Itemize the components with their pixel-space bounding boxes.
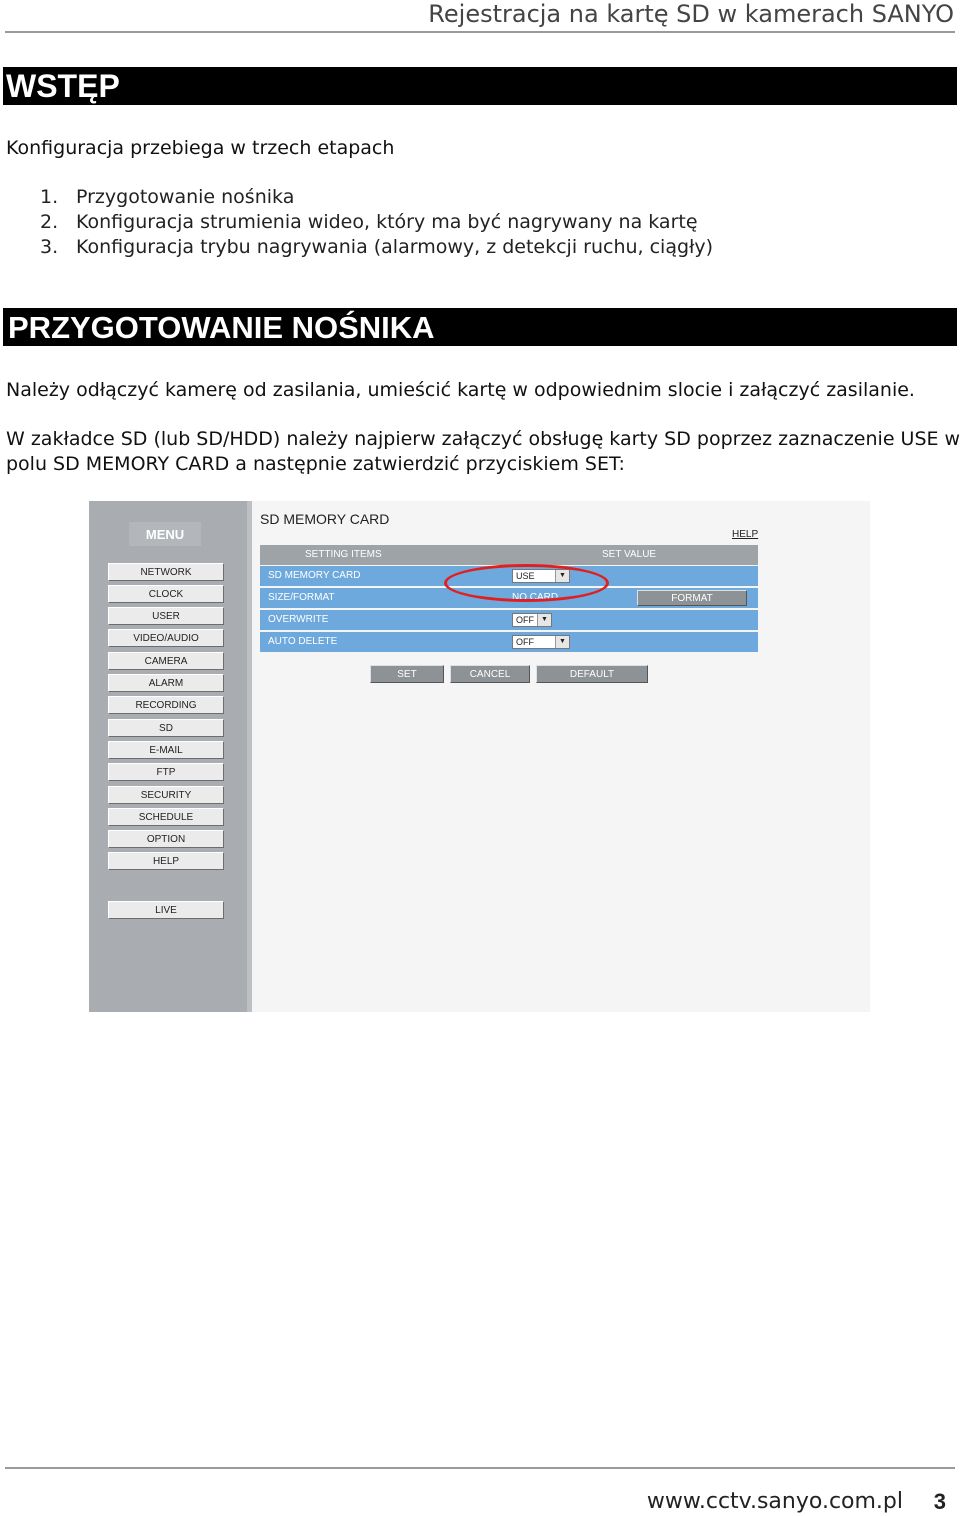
section-heading-intro: WSTĘP bbox=[3, 67, 957, 105]
list-item-text: Konfiguracja trybu nagrywania (alarmowy, z detekcji ruchu, ciągły) bbox=[76, 236, 714, 258]
live-button[interactable]: LIVE bbox=[108, 901, 224, 919]
help-link[interactable]: HELP bbox=[732, 529, 759, 540]
set-button[interactable]: SET bbox=[370, 665, 444, 683]
dropdown-arrow-icon: ▼ bbox=[555, 570, 569, 582]
page-number: 3 bbox=[933, 1489, 946, 1514]
dropdown-arrow-icon: ▼ bbox=[555, 636, 569, 648]
list-item-number: 2. bbox=[40, 211, 59, 233]
instruction-line-1: W zakładce SD (lub SD/HDD) należy najpierw załączyć obsługę karty SD poprzez zaznaczenie USE w bbox=[6, 428, 960, 450]
select-value: OFF bbox=[516, 615, 534, 625]
menu-item-alarm[interactable]: ALARM bbox=[108, 674, 224, 692]
table-row bbox=[260, 632, 758, 652]
overwrite-select[interactable] bbox=[512, 613, 552, 627]
select-value: OFF bbox=[516, 637, 534, 647]
setting-label: OVERWRITE bbox=[268, 614, 329, 625]
steps-list bbox=[40, 185, 713, 260]
column-header-items: SETTING ITEMS bbox=[305, 549, 382, 560]
header-divider bbox=[5, 31, 955, 33]
section-heading-media: PRZYGOTOWANIE NOŚNIKA bbox=[3, 308, 957, 346]
menu-item-network[interactable]: NETWORK bbox=[108, 563, 224, 581]
list-item bbox=[40, 210, 713, 235]
menu-item-video-audio[interactable]: VIDEO/AUDIO bbox=[108, 629, 224, 647]
menu-item-security[interactable]: SECURITY bbox=[108, 786, 224, 804]
intro-paragraph: Konfiguracja przebiega w trzech etapach bbox=[6, 137, 395, 159]
setting-label: AUTO DELETE bbox=[268, 636, 338, 647]
menu-item-schedule[interactable]: SCHEDULE bbox=[108, 808, 224, 826]
menu-item-email[interactable]: E-MAIL bbox=[108, 741, 224, 759]
list-item-number: 1. bbox=[40, 186, 59, 208]
default-button[interactable]: DEFAULT bbox=[536, 665, 648, 683]
menu-item-option[interactable]: OPTION bbox=[108, 830, 224, 848]
menu-item-user[interactable]: USER bbox=[108, 607, 224, 625]
list-item-text: Konfiguracja strumienia wideo, który ma być nagrywany na kartę bbox=[76, 211, 698, 233]
list-item bbox=[40, 185, 713, 210]
menu-item-ftp[interactable]: FTP bbox=[108, 763, 224, 781]
format-button[interactable]: FORMAT bbox=[637, 590, 747, 606]
camera-ui-screenshot bbox=[89, 501, 870, 1012]
settings-page-title: SD MEMORY CARD bbox=[260, 511, 390, 527]
media-paragraph: Należy odłączyć kamerę od zasilania, umieścić kartę w odpowiednim slocie i załączyć zasilanie. bbox=[6, 379, 915, 401]
auto-delete-select[interactable] bbox=[512, 635, 570, 649]
highlight-ellipse bbox=[444, 564, 609, 602]
setting-label: SD MEMORY CARD bbox=[268, 570, 361, 581]
menu-item-help[interactable]: HELP bbox=[108, 852, 224, 870]
footer-divider bbox=[5, 1467, 955, 1469]
list-item-text: Przygotowanie nośnika bbox=[76, 186, 295, 208]
card-status: NO CARD bbox=[512, 592, 559, 603]
menu-item-sd[interactable]: SD bbox=[108, 719, 224, 737]
settings-table-header bbox=[260, 545, 758, 565]
dropdown-arrow-icon: ▼ bbox=[537, 614, 551, 626]
list-item-number: 3. bbox=[40, 236, 59, 258]
sidebar-separator bbox=[247, 501, 252, 1012]
list-item bbox=[40, 235, 713, 260]
menu-item-clock[interactable]: CLOCK bbox=[108, 585, 224, 603]
cancel-button[interactable]: CANCEL bbox=[450, 665, 530, 683]
menu-title: MENU bbox=[129, 522, 201, 546]
table-row bbox=[260, 610, 758, 630]
setting-label: SIZE/FORMAT bbox=[268, 592, 335, 603]
document-header-title: Rejestracja na kartę SD w kamerach SANYO bbox=[428, 0, 954, 28]
select-value: USE bbox=[516, 571, 535, 581]
menu-item-camera[interactable]: CAMERA bbox=[108, 652, 224, 670]
column-header-value: SET VALUE bbox=[602, 549, 657, 560]
instruction-line-2: polu SD MEMORY CARD a następnie zatwierdzić przyciskiem SET: bbox=[6, 453, 625, 475]
footer-url: www.cctv.sanyo.com.pl bbox=[646, 1489, 903, 1514]
menu-item-recording[interactable]: RECORDING bbox=[108, 696, 224, 714]
